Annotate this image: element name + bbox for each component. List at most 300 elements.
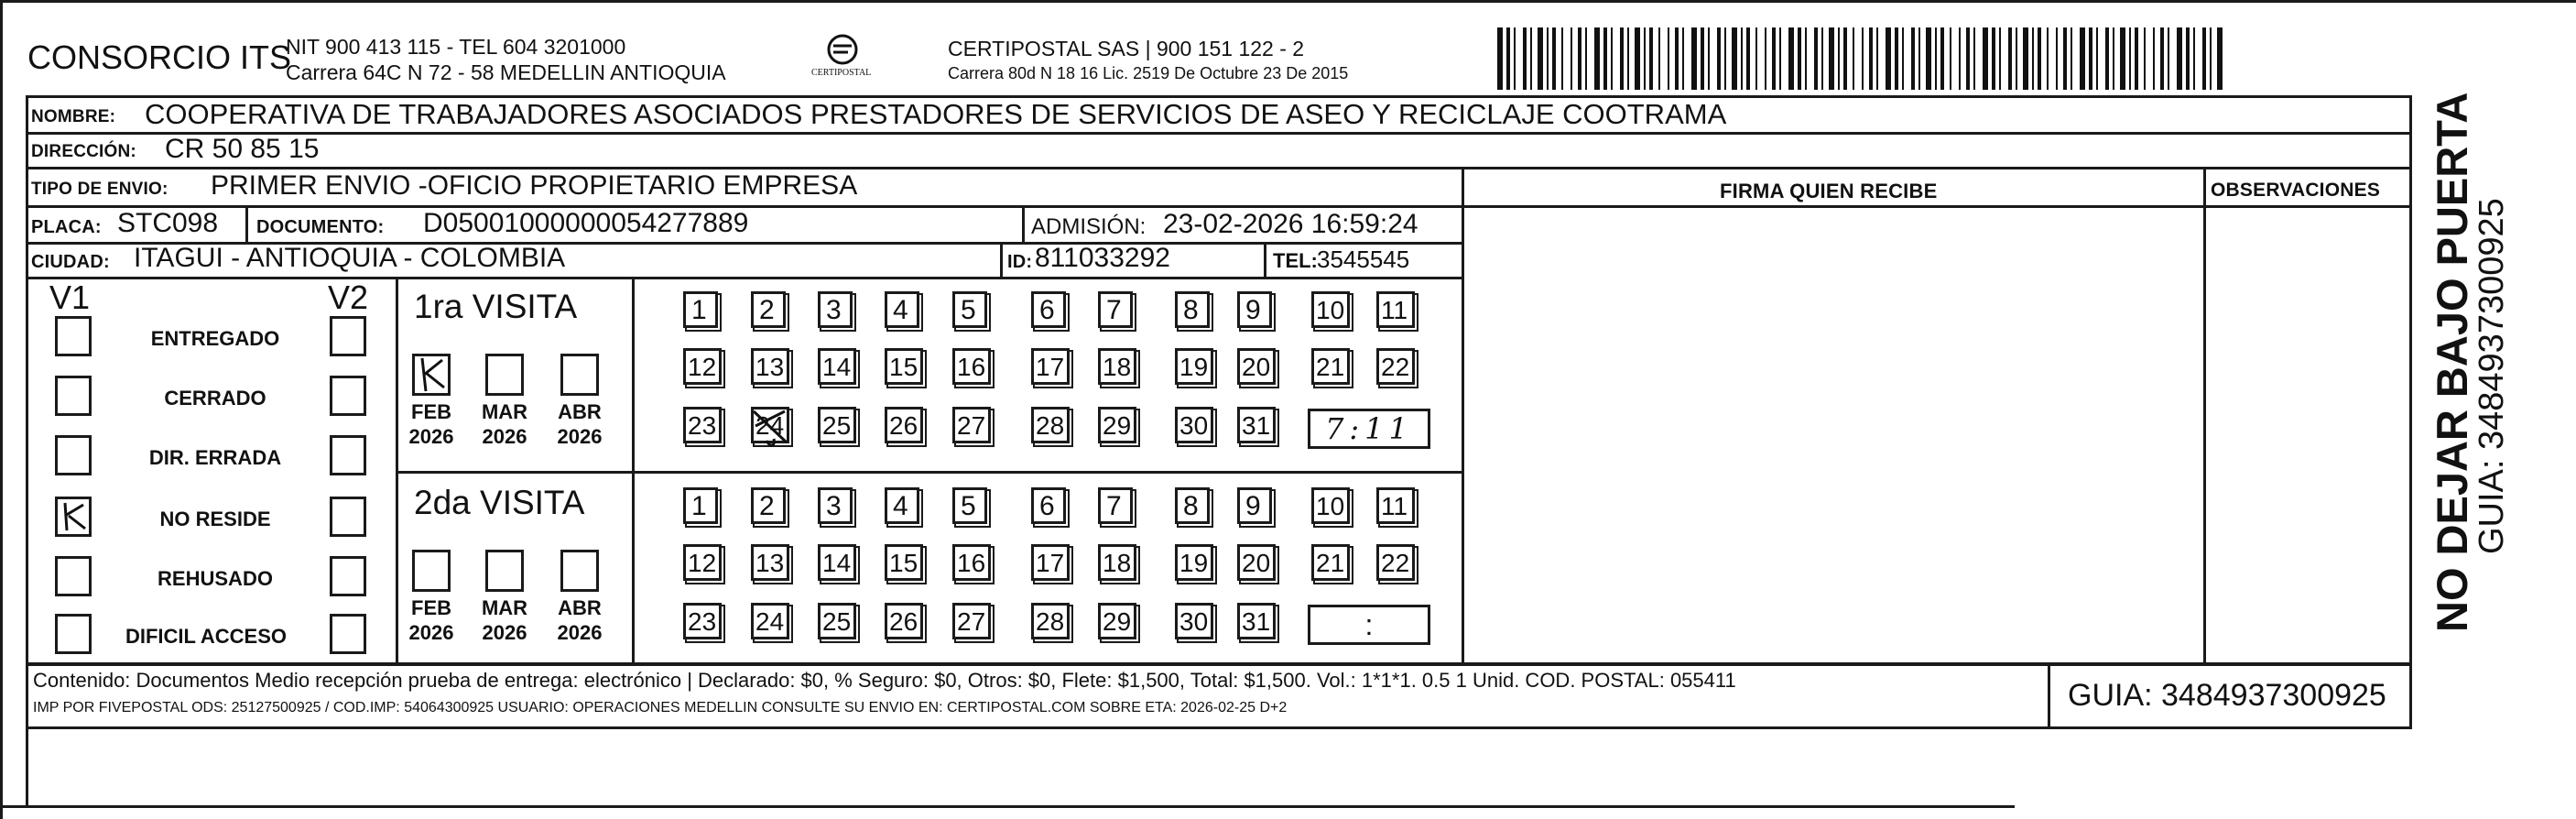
day-box[interactable] <box>1175 348 1213 385</box>
observaciones-area[interactable] <box>2207 209 2410 663</box>
barcode-bar <box>1668 27 1669 90</box>
day-number: 30 <box>1179 607 1209 636</box>
status-option-label: DIR. ERRADA <box>148 446 282 469</box>
barcode-bar <box>2153 27 2155 90</box>
day-box[interactable] <box>1098 603 1136 639</box>
certipostal-logo-icon <box>806 31 879 86</box>
day-number: 11 <box>1381 492 1408 520</box>
day-number: 19 <box>1179 353 1209 381</box>
barcode-bar <box>2168 27 2169 90</box>
barcode-bar <box>2071 27 2072 90</box>
day-box[interactable] <box>1031 348 1070 385</box>
barcode-bar <box>1814 27 1818 90</box>
day-number: 17 <box>1036 353 1065 381</box>
day-number: 10 <box>1316 492 1345 520</box>
v1-checkbox[interactable] <box>55 316 92 356</box>
documento-label: DOCUMENTO: <box>256 217 385 237</box>
barcode-bar <box>1876 27 1878 90</box>
day-number: 28 <box>1036 411 1065 440</box>
barcode-bar <box>1940 27 1944 90</box>
day-box[interactable] <box>818 544 856 581</box>
day-number: 17 <box>1036 549 1065 577</box>
observaciones-label: OBSERVACIONES <box>2211 180 2381 201</box>
day-box[interactable] <box>1237 291 1272 328</box>
row-divider <box>26 277 1463 279</box>
v2-label: V2 <box>328 278 369 316</box>
direccion-value: CR 50 85 15 <box>165 134 320 164</box>
barcode-bar <box>2135 27 2138 90</box>
day-box[interactable] <box>1237 603 1276 639</box>
column-divider <box>632 278 635 665</box>
barcode-bar <box>1603 27 1607 90</box>
day-number: 16 <box>957 353 986 381</box>
day-box[interactable] <box>818 348 856 385</box>
day-box[interactable] <box>818 407 856 443</box>
barcode-bar <box>1708 27 1710 90</box>
cell-divider <box>1022 205 1025 244</box>
day-number: 13 <box>755 549 785 577</box>
day-box[interactable] <box>1098 544 1136 581</box>
barcode-bar <box>1895 27 1898 90</box>
status-option-label: NO RESIDE <box>159 508 271 530</box>
day-box[interactable] <box>751 544 789 581</box>
day-number: 9 <box>1245 295 1261 325</box>
v2-checkbox[interactable] <box>330 316 366 356</box>
barcode-bar <box>2113 27 2114 90</box>
barcode-bar <box>1620 27 1624 90</box>
month-checkbox[interactable] <box>485 354 524 396</box>
day-box[interactable] <box>1031 603 1070 639</box>
day-number: 7 <box>1106 491 1122 521</box>
day-box[interactable] <box>1098 487 1133 524</box>
barcode-bar <box>1635 27 1640 90</box>
month-label: FEB <box>411 400 451 423</box>
day-number: 12 <box>688 353 717 381</box>
barcode-bar <box>1547 27 1549 90</box>
visit-divider <box>396 471 1463 474</box>
courier-line-2: Carrera 80d N 18 16 Lic. 2519 De Octubre 23 De 2015 <box>948 64 1349 82</box>
barcode-bar <box>1530 27 1532 90</box>
barcode-bar <box>2063 27 2067 90</box>
day-box[interactable] <box>885 544 923 581</box>
day-number: 21 <box>1316 353 1345 381</box>
barcode-bar <box>2096 27 2098 90</box>
day-box[interactable] <box>1175 407 1213 443</box>
barcode-bar <box>1902 27 1904 90</box>
barcode-bar <box>1788 27 1794 90</box>
tipo-value: PRIMER ENVIO -OFICIO PROPIETARIO EMPRESA <box>211 170 858 201</box>
day-box[interactable] <box>683 487 718 524</box>
day-box[interactable] <box>1031 544 1070 581</box>
month-checkbox[interactable] <box>412 354 451 396</box>
day-number: 21 <box>1316 549 1345 577</box>
documento-value: D05001000000054277889 <box>423 208 749 238</box>
barcode-bar <box>2008 27 2012 90</box>
month-checkbox[interactable] <box>560 550 599 592</box>
day-box[interactable] <box>1175 603 1213 639</box>
barcode-bar <box>1950 27 1951 90</box>
year-label: 2026 <box>557 621 603 644</box>
day-number: 8 <box>1183 295 1199 325</box>
barcode-bar <box>2080 27 2085 90</box>
day-number: 30 <box>1179 411 1209 440</box>
status-option-label: CERRADO <box>164 387 266 410</box>
day-number: 3 <box>826 491 842 521</box>
v2-checkbox[interactable] <box>330 376 366 416</box>
cell-divider <box>1000 242 1003 278</box>
v1-checkbox[interactable] <box>55 556 92 596</box>
barcode-bar <box>1862 27 1864 90</box>
barcode-bar <box>1746 27 1750 90</box>
row-divider <box>1462 205 2412 208</box>
status-option-label: ENTREGADO <box>150 327 280 350</box>
footer-line-1: Contenido: Documentos Medio recepción prueba de entrega: electrónico | Declarado: $0, % Seguro: $0, Otros: $0, Flete: $1,500, Total: $1,500. Vol.: 1*1*1. 0.5 1 Unid. COD. POSTAL: 055411 <box>33 669 1736 692</box>
barcode-bar <box>1514 27 1516 90</box>
barcode-bar <box>1755 27 1757 90</box>
day-number: 16 <box>957 549 986 577</box>
day-number: 8 <box>1183 491 1199 521</box>
day-box[interactable] <box>1311 348 1350 385</box>
day-number: 20 <box>1242 353 1271 381</box>
month-label: MAR <box>481 596 528 619</box>
day-number: 4 <box>893 491 908 521</box>
id-value: 811033292 <box>1035 243 1170 273</box>
time-field[interactable] <box>1308 409 1430 449</box>
nombre-label: NOMBRE: <box>31 107 116 126</box>
day-box[interactable] <box>1098 291 1133 328</box>
check-mark-icon <box>58 499 89 534</box>
month-checkbox[interactable] <box>485 550 524 592</box>
barcode-bar <box>1682 27 1684 90</box>
column-divider <box>1462 169 1464 665</box>
day-number: 14 <box>822 353 852 381</box>
month-label: FEB <box>411 596 451 619</box>
certipostal-logo <box>806 31 879 86</box>
day-number: 26 <box>889 607 918 636</box>
v2-checkbox[interactable] <box>330 435 366 475</box>
barcode-bar <box>1506 27 1510 90</box>
day-number: 28 <box>1036 607 1065 636</box>
day-box[interactable] <box>1376 291 1415 328</box>
year-label: 2026 <box>557 425 603 448</box>
firma-area[interactable] <box>1465 209 2201 663</box>
column-divider <box>2203 169 2206 665</box>
day-box[interactable] <box>683 407 722 443</box>
barcode-bar <box>1717 27 1721 90</box>
day-box[interactable] <box>885 291 919 328</box>
day-box[interactable] <box>885 407 923 443</box>
check-mark-icon <box>750 406 790 448</box>
barcode-bar <box>2120 27 2125 90</box>
barcode-bar <box>1765 27 1766 90</box>
barcode-bar <box>1853 27 1854 90</box>
row-divider <box>26 132 2412 135</box>
day-box[interactable] <box>952 291 987 328</box>
day-box[interactable] <box>1175 487 1210 524</box>
day-number: 27 <box>957 411 986 440</box>
day-box[interactable] <box>683 603 722 639</box>
cell-divider <box>2048 663 2050 729</box>
side-guia: GUIA: 3484937300925 <box>2473 198 2511 554</box>
day-number: 26 <box>889 411 918 440</box>
barcode-bar <box>1926 27 1931 90</box>
barcode-bar <box>1611 27 1613 90</box>
barcode-bar <box>2038 27 2041 90</box>
day-number: 11 <box>1381 296 1408 324</box>
sheet-top-edge <box>0 0 2576 3</box>
day-number: 1 <box>691 295 707 325</box>
barcode-bar <box>1999 27 2001 90</box>
day-box[interactable] <box>818 487 853 524</box>
barcode-bar <box>2202 27 2206 90</box>
year-label: 2026 <box>408 621 454 644</box>
day-box[interactable] <box>1376 544 1415 581</box>
day-number: 18 <box>1103 353 1132 381</box>
day-number: 19 <box>1179 549 1209 577</box>
day-box[interactable] <box>952 603 991 639</box>
barcode-bar <box>1838 27 1840 90</box>
day-number: 5 <box>961 295 976 325</box>
v2-checkbox[interactable] <box>330 614 366 654</box>
day-number: 3 <box>826 295 842 325</box>
day-number: 24 <box>755 607 785 636</box>
barcode-bar <box>1983 27 1988 90</box>
day-number: 5 <box>961 491 976 521</box>
day-box[interactable] <box>885 487 919 524</box>
barcode-bar <box>1959 27 1961 90</box>
admision-label: ADMISIÓN: <box>1031 214 1147 239</box>
barcode-bar <box>1805 27 1807 90</box>
visit-title: 2da VISITA <box>414 484 585 521</box>
day-box[interactable] <box>1031 291 1066 328</box>
day-number: 4 <box>893 295 908 325</box>
day-box[interactable] <box>751 291 786 328</box>
day-number: 13 <box>755 353 785 381</box>
barcode <box>1497 27 2230 90</box>
sheet-left-edge <box>0 0 3 819</box>
day-number: 25 <box>822 607 852 636</box>
day-box[interactable] <box>751 348 789 385</box>
day-box[interactable] <box>1237 407 1276 443</box>
barcode-bar <box>1843 27 1847 90</box>
barcode-bar <box>2032 27 2034 90</box>
month-checkbox[interactable] <box>412 550 451 592</box>
day-number: 12 <box>688 549 717 577</box>
footer-guia: GUIA: 3484937300925 <box>2068 678 2386 713</box>
barcode-bar <box>1571 27 1572 90</box>
barcode-bar <box>2089 27 2092 90</box>
day-number: 23 <box>688 411 717 440</box>
time-value: : <box>1364 608 1374 641</box>
direccion-label: DIRECCIÓN: <box>31 142 136 161</box>
day-number: 31 <box>1242 607 1271 636</box>
company-line-1: NIT 900 413 115 - TEL 604 3201000 <box>286 35 626 59</box>
tel-value: 3545545 <box>1317 246 1410 273</box>
barcode-bar <box>1911 27 1915 90</box>
day-number: 20 <box>1242 549 1271 577</box>
tipo-label: TIPO DE ENVIO: <box>31 180 168 199</box>
barcode-bar <box>1538 27 1543 90</box>
barcode-bar <box>1886 27 1891 90</box>
day-box[interactable] <box>1175 544 1213 581</box>
barcode-bar <box>1644 27 1646 90</box>
barcode-bar <box>2056 27 2058 90</box>
day-box[interactable] <box>1098 348 1136 385</box>
month-label: MAR <box>481 400 528 423</box>
day-box[interactable] <box>1031 407 1070 443</box>
day-box[interactable] <box>1237 348 1276 385</box>
day-box[interactable] <box>751 487 786 524</box>
day-number: 15 <box>889 549 918 577</box>
day-number: 2 <box>759 491 775 521</box>
barcode-bar <box>2160 27 2164 90</box>
day-box[interactable] <box>683 348 722 385</box>
year-label: 2026 <box>408 425 454 448</box>
barcode-bar <box>2217 27 2223 90</box>
day-box[interactable] <box>1237 487 1272 524</box>
cell-divider <box>245 205 248 244</box>
day-box[interactable] <box>885 348 923 385</box>
day-number: 23 <box>688 607 717 636</box>
nombre-value: COOPERATIVA DE TRABAJADORES ASOCIADOS PRESTADORES DE SERVICIOS DE ASEO Y RECICLAJE COOTRAMA <box>145 98 1727 130</box>
barcode-bar <box>1798 27 1801 90</box>
barcode-bar <box>1497 27 1503 90</box>
barcode-bar <box>1649 27 1653 90</box>
day-number: 9 <box>1245 491 1261 521</box>
day-number: 22 <box>1381 549 1410 577</box>
barcode-bar <box>1561 27 1563 90</box>
day-box[interactable] <box>1311 544 1350 581</box>
v1-checkbox[interactable] <box>55 376 92 416</box>
barcode-bar <box>2023 27 2028 90</box>
barcode-bar <box>1992 27 1995 90</box>
barcode-bar <box>1973 27 1975 90</box>
day-number: 22 <box>1381 353 1410 381</box>
barcode-bar <box>1585 27 1587 90</box>
barcode-bar <box>1821 27 1823 90</box>
barcode-bar <box>1675 27 1679 90</box>
v1-label: V1 <box>49 278 91 316</box>
month-checkbox[interactable] <box>560 354 599 396</box>
barcode-bar <box>1779 27 1781 90</box>
v1-checkbox[interactable] <box>55 497 92 537</box>
day-number: 29 <box>1103 411 1132 440</box>
day-box[interactable] <box>952 487 987 524</box>
ciudad-value: ITAGUI - ANTIOQUIA - COLOMBIA <box>134 243 566 273</box>
v2-checkbox[interactable] <box>330 556 366 596</box>
day-number: 31 <box>1242 411 1271 440</box>
barcode-bar <box>2144 27 2146 90</box>
day-box[interactable] <box>751 407 789 443</box>
v1-checkbox[interactable] <box>55 614 92 654</box>
day-box[interactable] <box>1376 348 1415 385</box>
row-divider <box>26 167 2412 169</box>
barcode-bar <box>1732 27 1737 90</box>
footer-line-2: IMP POR FIVEPOSTAL ODS: 25127500925 / COD.IMP: 54064300925 USUARIO: OPERACIONES MEDELLIN CONSULTE SU ENVIO EN: CERTIPOSTAL.COM SOBRE ETA: 2026-02-25 D+2 <box>33 700 1288 715</box>
day-number: 29 <box>1103 607 1132 636</box>
barcode-bar <box>1523 27 1527 90</box>
courier-line-1: CERTIPOSTAL SAS | 900 151 122 - 2 <box>948 37 1305 60</box>
barcode-bar <box>1918 27 1920 90</box>
year-label: 2026 <box>482 425 527 448</box>
barcode-bar <box>1741 27 1743 90</box>
day-box[interactable] <box>683 544 722 581</box>
certipostal-logo-text: CERTIPOSTAL <box>811 68 872 78</box>
visit-title: 1ra VISITA <box>414 288 578 325</box>
barcode-bar <box>1829 27 1834 90</box>
year-label: 2026 <box>482 621 527 644</box>
check-mark-icon <box>415 356 448 393</box>
placa-value: STC098 <box>117 208 219 238</box>
day-box[interactable] <box>818 291 853 328</box>
day-box[interactable] <box>952 348 991 385</box>
day-number: 24 <box>755 411 785 440</box>
day-box[interactable] <box>751 603 789 639</box>
barcode-bar <box>1627 27 1629 90</box>
day-box[interactable] <box>885 603 923 639</box>
barcode-bar <box>1935 27 1937 90</box>
day-box[interactable] <box>1376 487 1415 524</box>
day-box[interactable] <box>1031 487 1066 524</box>
day-box[interactable] <box>1311 487 1350 524</box>
day-box[interactable] <box>952 544 991 581</box>
barcode-bar <box>1594 27 1600 90</box>
company-line-2: Carrera 64C N 72 - 58 MEDELLIN ANTIOQUIA <box>286 60 726 84</box>
barcode-bar <box>1772 27 1776 90</box>
day-number: 25 <box>822 411 852 440</box>
day-number: 2 <box>759 295 775 325</box>
barcode-bar <box>1724 27 1726 90</box>
barcode-bar <box>1701 27 1704 90</box>
day-number: 15 <box>889 353 918 381</box>
day-box[interactable] <box>1237 544 1276 581</box>
day-number: 6 <box>1039 491 1055 521</box>
day-box[interactable] <box>683 291 718 328</box>
side-notice: NO DEJAR BAJO PUERTA <box>2428 92 2476 632</box>
time-field[interactable] <box>1308 605 1430 645</box>
day-number: 14 <box>822 549 852 577</box>
status-option-label: DIFICIL ACCESO <box>125 625 287 648</box>
v2-checkbox[interactable] <box>330 497 366 537</box>
day-box[interactable] <box>1098 407 1136 443</box>
time-value: 7:11 <box>1325 411 1413 446</box>
status-option-label: REHUSADO <box>158 567 273 590</box>
barcode-bar <box>2105 27 2109 90</box>
placa-label: PLACA: <box>31 217 102 237</box>
firma-label: FIRMA QUIEN RECIBE <box>1720 180 1938 202</box>
id-label: ID: <box>1007 252 1033 272</box>
v1-checkbox[interactable] <box>55 435 92 475</box>
day-box[interactable] <box>952 407 991 443</box>
month-label: ABR <box>558 596 602 619</box>
barcode-bar <box>1578 27 1581 90</box>
barcode-bar <box>2016 27 2017 90</box>
barcode-bar <box>2177 27 2182 90</box>
day-box[interactable] <box>818 603 856 639</box>
day-number: 10 <box>1316 296 1345 324</box>
day-number: 1 <box>691 491 707 521</box>
barcode-bar <box>2186 27 2190 90</box>
barcode-bar <box>2047 27 2049 90</box>
company-name: CONSORCIO ITS <box>27 38 292 76</box>
day-box[interactable] <box>1311 291 1350 328</box>
barcode-bar <box>1658 27 1660 90</box>
barcode-bar <box>1691 27 1697 90</box>
day-number: 27 <box>957 607 986 636</box>
barcode-bar <box>1966 27 1970 90</box>
day-box[interactable] <box>1175 291 1210 328</box>
day-number: 18 <box>1103 549 1132 577</box>
